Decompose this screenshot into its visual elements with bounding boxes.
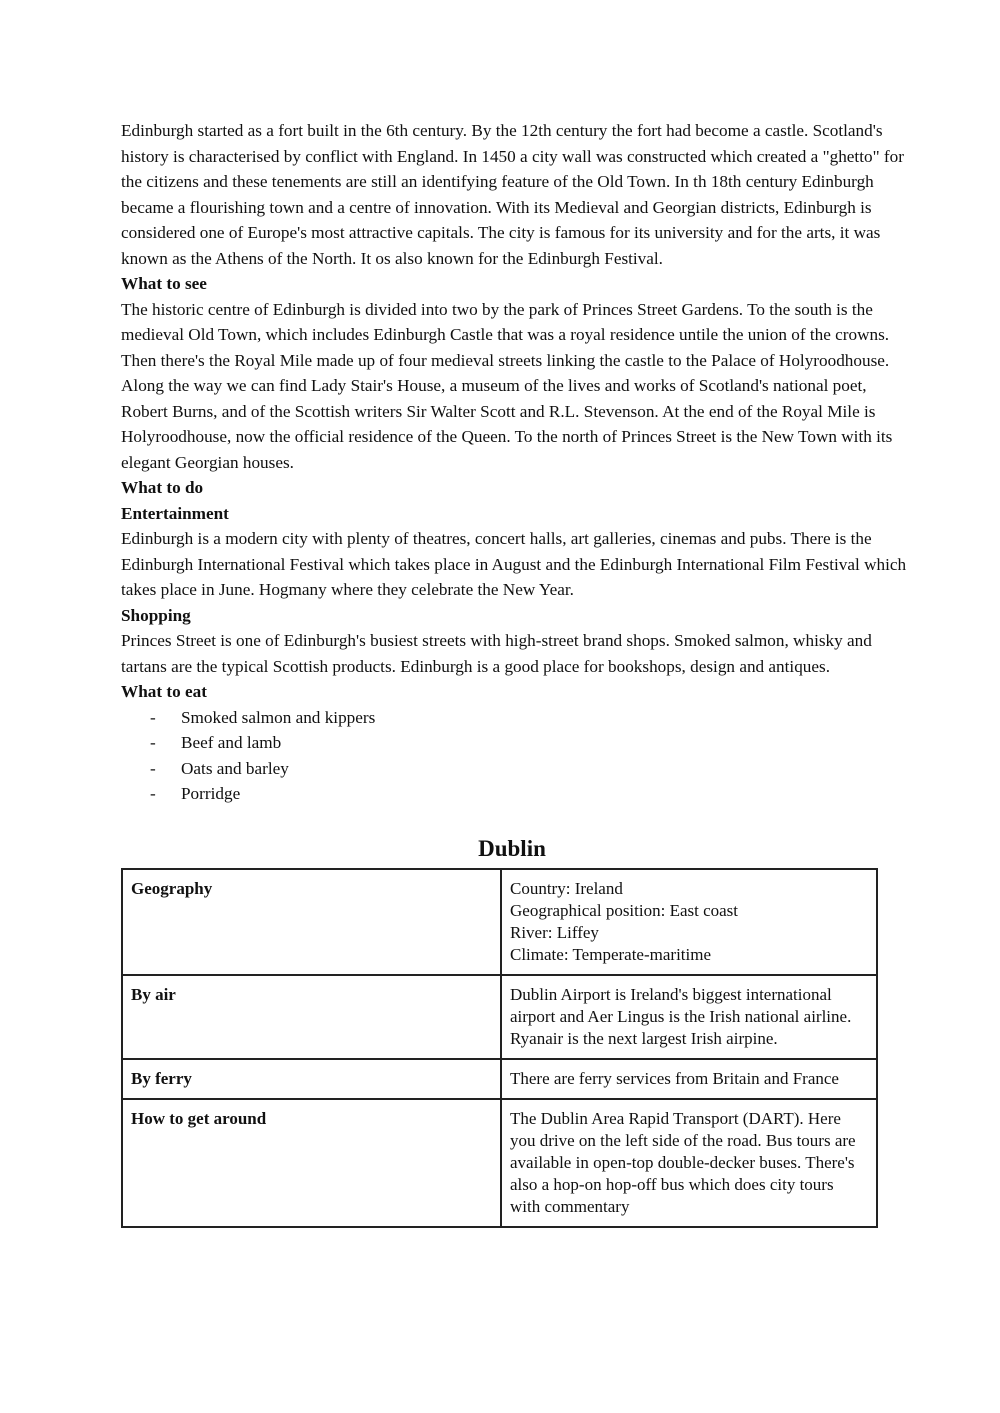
document-page <box>121 118 911 1228</box>
dublin-info-table <box>121 868 878 1228</box>
geography-line: Climate: Temperate-maritime <box>510 944 712 964</box>
row-label-how-to-get-around: How to get around <box>122 1099 501 1227</box>
list-item: - Beef and lamb <box>121 730 911 756</box>
table-row <box>122 1059 877 1099</box>
intro-paragraph: Edinburgh started as a fort built in the 6th century. By the 12th century the fort had become a castle. Scotland's history is characterised by conflict with England. In 1450 a city wall was constructed which created a "ghetto" for the citizens and these tenements are still an identifying feature of the Old Town. In th 18th century Edinburgh became a flourishing town and a centre of innovation. With its Medieval and Georgian districts, Edinburgh is considered one of Europe's most attractive capitals. The city is famous for its university and for the arts, it was known as the Athens of the North. It os also known for the Edinburgh Festival. <box>121 121 904 268</box>
shopping-heading: Shopping <box>121 605 191 625</box>
list-item: - Oats and barley <box>121 756 911 782</box>
row-label-geography: Geography <box>122 869 501 975</box>
dublin-title: Dublin <box>478 835 546 861</box>
shopping-paragraph: Princes Street is one of Edinburgh's busiest streets with high-street brand shops. Smoked salmon, whisky and tartans are the typical Scottish products. Edinburgh is a good place for bookshops, design and antiques. <box>121 631 872 676</box>
entertainment-paragraph: Edinburgh is a modern city with plenty of theatres, concert halls, art galleries, cinemas and pubs. There is the Edinburgh International Festival which takes place in August and the Edinburgh International Film Festival which takes place in June. Hogmany where they celebrate the New Year. <box>121 529 907 599</box>
what-to-eat-heading: What to eat <box>121 682 207 701</box>
food-list <box>121 705 911 807</box>
list-item: - Porridge <box>121 781 911 807</box>
row-value-by-ferry: There are ferry services from Britain and France <box>501 1059 877 1099</box>
geography-line: Country: Ireland <box>510 878 623 898</box>
what-to-do-heading: What to do <box>121 478 204 497</box>
row-label-by-air: By air <box>122 975 501 1059</box>
row-value-how-to-get-around: The Dublin Area Rapid Transport (DART). Here you drive on the left side of the road. Bus tours are available in open-top double-decker buses. There's also a hop-on hop-off bus which does city tours with commentary <box>501 1099 877 1227</box>
list-item: - Smoked salmon and kippers <box>121 705 911 731</box>
table-row <box>122 975 877 1059</box>
row-value-by-air: Dublin Airport is Ireland's biggest international airport and Aer Lingus is the Irish national airline. Ryanair is the next largest Irish airpine. <box>501 975 877 1059</box>
table-row <box>122 1099 877 1227</box>
row-value-geography <box>501 869 877 975</box>
table-row <box>122 869 877 975</box>
what-to-see-paragraph: The historic centre of Edinburgh is divided into two by the park of Princes Street Gardens. To the south is the medieval Old Town, which includes Edinburgh Castle that was a royal residence untile the union of the crowns. Then there's the Royal Mile made up of four medieval streets linking the castle to the Palace of Holyroodhouse. Along the way we can find Lady Stair's House, a museum of the lives and works of Scotland's national poet, Robert Burns, and of the Scottish writers Sir Walter Scott and R.L. Stevenson. At the end of the Royal Mile is Holyroodhouse, now the official residence of the Queen. To the north of Princes Street is the New Town with its elegant Georgian houses. <box>121 299 893 472</box>
geography-line: Geographical position: East coast <box>510 900 739 920</box>
what-to-see-heading: What to see <box>121 274 207 293</box>
row-label-by-ferry: By ferry <box>122 1059 501 1099</box>
geography-line: River: Liffey <box>510 922 599 942</box>
entertainment-heading: Entertainment <box>121 503 229 523</box>
